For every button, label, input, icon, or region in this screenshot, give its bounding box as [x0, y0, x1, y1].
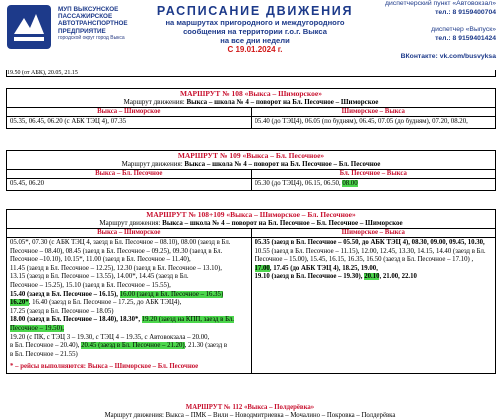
highlighted-time: 20.45 (заезд в Бл. Песочное – 21.20)	[81, 342, 185, 350]
times-row: в Бл. Песочное – 21.55)	[10, 350, 78, 358]
column-header: Выкса – Шиморское	[7, 229, 251, 239]
route-title: МАРШРУТ № 108 «Выкса – Шиморское»	[180, 89, 322, 98]
org-line: ПАССАЖИРСКОЕ	[58, 13, 113, 21]
page-title: РАСПИСАНИЕ ДВИЖЕНИЯ	[156, 4, 354, 18]
times-row: 05.35 (заезд в Бл. Песочное – 05.50, до АБК ТЭЦ 4), 08.30, 09.00, 09.45, 10.30,	[254, 239, 485, 247]
times-text: , 21.00, 22.10	[379, 273, 417, 281]
route-109-section	[6, 150, 496, 191]
times-row: 19.20 (с ПК, с ТЭЦ 3 – 19.30, с ТЭЦ 4 – 19.35, с Автовокзала – 20.00,	[10, 333, 210, 341]
times-row: 05.40 (до ТЭЦ4), 06.05 (по будням), 06.45, 07.05 (до будням), 07.20, 08.20,	[254, 118, 468, 126]
movement-label: Маршрут движения:	[99, 219, 161, 227]
vk-link[interactable]: ВКонтакте: vk.com/busvyksa	[400, 53, 496, 61]
times-text: 19.10 (заезд в Бл. Песочное – 19.30),	[254, 273, 365, 281]
times-text: в Бл. Песочное – 20.40),	[10, 342, 82, 350]
times-row: Песочное – 15.00), 15.45, 16.15, 16.35, 16.50 (заезд в Бл. Песочное – 17.10) ,	[254, 256, 474, 264]
route-movement	[7, 160, 495, 170]
times-row	[255, 180, 493, 189]
subtitle-line: сообщения на территории г.о.г. Выкса	[183, 27, 327, 36]
times-text: 18.00 (заезд в Бл. Песочное – 18.40), 18.30*,	[10, 316, 142, 324]
company-logo	[6, 4, 52, 50]
times-row: 17.25 (заезд в Бл. Песочное – 18.05)	[10, 307, 114, 315]
times-text: 15.40 (заезд в Бл. Песочное – 16.15),	[10, 290, 120, 298]
highlighted-time: 19.20 (заезд на КПП, заезд в Бл.	[141, 316, 234, 324]
org-line: АВТОТРАНСПОРТНОЕ	[58, 20, 128, 28]
times-row	[10, 325, 248, 334]
org-line: МУП ВЫКСУНСКОЕ	[58, 6, 119, 13]
movement-path: Выкса – школа № 4 – поворот на Бл. Песочное – Бл. Песочное	[184, 160, 381, 168]
highlighted-time: 17.00	[254, 264, 270, 272]
column-outbound	[7, 229, 251, 374]
footnote: * – рейсы выполняются: Выкса – Шиморское – Бл. Песочное	[10, 363, 199, 371]
highlighted-time: 16.00 (заезд в Бл. Песочное – 16.35)	[119, 290, 224, 298]
org-line: ПРЕДПРИЯТИЕ	[58, 27, 106, 35]
times-row	[10, 299, 248, 308]
column-header: Бл. Песочное – Выкса	[252, 170, 496, 180]
times-row: 05.35, 06.45, 06.20 (с АБК ТЭЦ 4), 07.35	[10, 118, 126, 126]
movement-path: Выкса – школа № 4 – поворот на Бл. Песочное – Шиморское	[186, 98, 379, 106]
times-row	[10, 291, 248, 300]
highlighted-time: 20.10	[364, 273, 380, 281]
dispatcher-phone[interactable]: тел.: 8 9159400704	[435, 8, 496, 16]
fragment-text: 19.50 (от АБК), 20.05, 21.15	[7, 70, 78, 76]
subtitle-line: на маршрутах пригородного и междугородного	[165, 18, 345, 27]
times-row: 05.45, 06.20	[10, 180, 44, 188]
column-header: Выкса – Шиморское	[7, 108, 251, 118]
org-block	[58, 6, 158, 42]
times-row: 10.55 (заезд в Бл. Песочное – 11.15), 12.00, 12.45, 13.30, 14.15, 14.40 (заезд в Бл.	[254, 247, 486, 255]
dispatcher-phone[interactable]: тел.: 8 9159401424	[435, 34, 496, 42]
route-title: МАРШРУТ № 112 «Выкса – Полдерёвка»	[185, 404, 315, 411]
times-row: Песочное – 15.25), 15.10 (заезд в Бл. Песочное – 15.55),	[10, 282, 171, 290]
column-header: Шиморское – Выкса	[252, 108, 496, 118]
column-return	[251, 229, 496, 374]
movement-label: Маршрут движения:	[123, 98, 185, 106]
contacts-block	[346, 0, 496, 62]
effective-date: С 19.01.2024 г.	[227, 45, 283, 54]
title-block	[150, 4, 360, 55]
org-subtitle: городской округ город Выкса	[58, 34, 125, 41]
route-movement	[7, 98, 495, 108]
times-row	[255, 265, 493, 274]
times-row	[255, 273, 493, 282]
column-outbound	[7, 108, 251, 128]
route-title: МАРШРУТ № 109 «Выкса – Бл. Песочное»	[177, 151, 325, 160]
page-header	[0, 0, 500, 62]
route-title: МАРШРУТ № 108+109 «Выкса – Шиморское – Бл. Песочное»	[146, 210, 356, 219]
highlighted-time: 16.20*	[10, 299, 29, 307]
previous-route-fragment	[6, 70, 496, 77]
times-row	[10, 316, 248, 325]
highlighted-time: 08.00	[342, 180, 358, 188]
times-row: 05.05*, 07.30 (с АБК ТЭЦ 4, заезд в Бл. Песочное – 08.10), 08.00 (заезд в Бл.	[10, 239, 231, 247]
route-108-section	[6, 88, 496, 129]
column-header: Шиморское – Выкса	[252, 229, 496, 239]
movement-path: Выкса – школа № 4 – поворот на Бл. Песочное – Бл. Песочное – Шиморское	[162, 219, 403, 227]
highlighted-time: Песочное – 19.50),	[10, 325, 64, 333]
route-movement	[7, 219, 495, 229]
times-text: , 17.45 (до АБК ТЭЦ 4), 18.25, 19.00,	[269, 264, 378, 272]
dispatcher-label: диспетчер «Выпуск»	[431, 26, 496, 34]
movement-label: Маршрут движения:	[121, 160, 183, 168]
times-row: 13.15 (заезд в Бл. Песочное – 13.55), 14.00*, 14.45 (заезд в Бл.	[10, 273, 189, 281]
times-row: Песочное –10.10), 10.15*, 11.00 (заезд в Бл. Песочное – 11.40),	[10, 256, 191, 264]
column-return	[251, 170, 496, 190]
dispatcher-label: диспетчерский пункт «Автовокзал»	[385, 0, 496, 7]
subtitle-line: на все дни недели	[220, 36, 290, 45]
times-row	[10, 342, 248, 351]
route-112-section	[6, 404, 494, 420]
times-text: , 16.40 (заезд в Бл. Песочное – 17.25, до АБК ТЭЦ4),	[28, 299, 182, 307]
times-text: 05.30 (до ТЭЦ4), 06.15, 06.50,	[254, 180, 343, 188]
route-movement: Маршрут движения: Выкса – ПМК – Вили – Новодмитриевка – Мочалино – Покровка – Полдерёвка	[104, 412, 396, 419]
times-row: 11.45 (заезд в Бл. Песочное – 12.25), 12.30 (заезд в Бл. Песочное – 13.10),	[10, 264, 222, 272]
column-return	[251, 108, 496, 128]
times-row: Песочное – 08.40), 08.45 (заезд в Бл. Песочное – 09.25), 09.30 (заезд в Бл.	[10, 247, 223, 255]
times-text: , 21.30 (заезд в	[184, 342, 228, 350]
route-108-109-section	[6, 209, 496, 374]
column-outbound	[7, 170, 251, 190]
column-header: Выкса – Бл. Песочное	[7, 170, 251, 180]
